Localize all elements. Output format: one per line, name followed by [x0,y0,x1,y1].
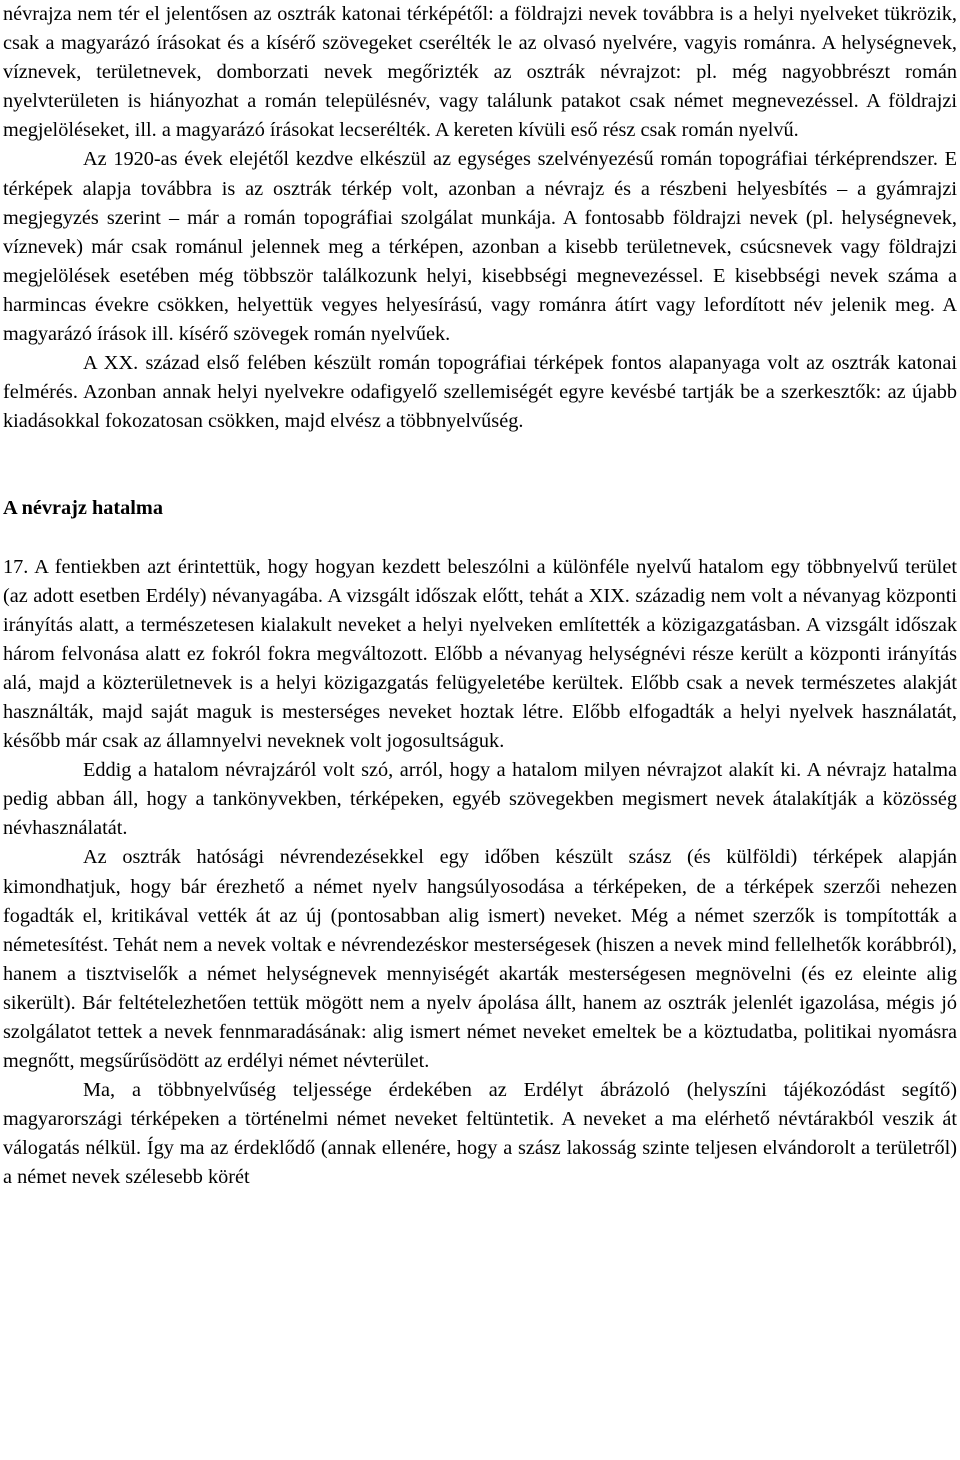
paragraph-17: 17. A fentiekben azt érintettük, hogy hogyan kezdett beleszólni a különféle nyelvű hatalom egy többnyelvű terület (az adott esetben Erdély) névanyagába. A vizsgált időszak előtt, tehát a XIX. századig nem volt a névanyag központi irányítás alatt, a természetesen kialakult neveket a helyi nyelveken említették a közigazgatásban. A vizsgált időszak három felvonása alatt ez fokról fokra megváltozott. Előbb a névanyag helységnévi része került a központi irányítás alá, majd a közterületnevek is a helyi közigazgatás felügyeletébe kerültek. Előbb csak a nevek természetes alakját használták, majd saját maguk is mesterséges neveket hoztak létre. Előbb elfogadták a helyi nyelvek használatát, később már csak az államnyelvi neveknek volt jogosultságuk. [3,555,957,753]
paragraph-austrian-naming: Az osztrák hatósági névrendezésekkel egy időben készült szász (és külföldi) térképek alapján kimondhatjuk, hogy bár érezhető a német nyelv hangsúlyosodása a térképeken, de a térképek szerzői nehezen fogadták el, kritikával vették át az új (pontosabban alig ismert) neveket. Még a német szerzők is tompították a németesítést. Tehát nem a nevek voltak e névrendezéskor mesterségesek (hiszen a nevek mind fellelhetők korábbról), hanem a tisztviselők a német helységnevek mennyiségét akarták mesterségesen megnövelni (és ez eleinte alig sikerült). Bár feltételezhetően tettük mögött nem a nyelv ápolása állt, hanem az osztrák jelenlét igazolása, mégis jó szolgálatot tettek a nevek fennmaradásának: alig ismert német neveket emeltek be a köztudatba, politikai nyomásra megnőtt, megsűrűsödött az erdélyi német névterület. [3,846,957,1073]
paragraph-today-maps: Ma, a többnyelvűség teljessége érdekében az Erdélyt ábrázoló (helyszíni tájékozódást segítő) magyarországi térképeken a történelmi német neveket feltüntetik. A neveket a ma elérhető névtárakból veszik át válogatás nélkül. Így ma az érdeklődő (annak ellenére, hogy a szász lakosság szinte teljesen elvándorolt a területről) a német nevek szélesebb körét [3,1079,957,1189]
document-page [3,0,957,1193]
paragraph-romanian-topographic-system: Az 1920-as évek elejétől kezdve elkészül az egységes szelvényezésű román topográfiai térképrendszer. E térképek alapja továbbra is az osztrák térkép volt, azonban a névrajz és a részbeni helyesbítés – a gyámrajzi megjegyzés szerint – már a román topográfiai szolgálat munkája. A fontosabb földrajzi nevek (pl. helységnevek, víznevek) már csak románul jelennek meg a térképen, azonban a kisebb területnevek, csúcsnevek vagy földrajzi megjelölések esetében még többször találkozunk helyi, kisebbségi megnevezéssel. E kisebbségi nevek száma a harmincas évekre csökken, helyettük vegyes helyesírású, vagy románra átírt vagy lefordított név jelenik meg. A magyarázó írások ill. kísérő szövegek román nyelvűek. [3,148,957,346]
paragraph-austrian-survey: A XX. század első felében készült román topográfiai térképek fontos alapanyaga volt az osztrák katonai felmérés. Azonban annak helyi nyelvekre odafigyelő szellemiségét egyre kevésbé tartják be a szerkesztők: az újabb kiadásokkal fokozatosan csökken, majd elvész a többnyelvűség. [3,352,957,433]
section-heading: A névrajz hatalma [3,497,163,520]
section-spacer [3,436,957,494]
paragraph-power-of-naming: Eddig a hatalom névrajzáról volt szó, arról, hogy a hatalom milyen névrajzot alakít ki. A névrajz hatalma pedig abban áll, hogy a tankönyvekben, térképeken, egyéb szövegekben megismert nevek átalakítják a közösség névhasználatát. [3,759,957,840]
paragraph-map-naming: névrajza nem tér el jelentősen az osztrák katonai térképétől: a földrajzi nevek továbbra is a helyi nyelveket tükrözik, csak a magyarázó írásokat és a kísérő szövegeket cserélték le az olvasó nyelvére, vagyis románra. A helységnevek, víznevek, területnevek, domborzati nevek megőrizték az osztrák névrajzot: pl. még nagyobbrészt román nyelvterületen is hiányozhat a román településnév, vagy találunk patakot csak német megnevezéssel. A földrajzi megjelöléseket, ill. a magyarázó írásokat lecserélték. A kereten kívüli eső rész csak román nyelvű. [3,3,957,142]
heading-spacer [3,524,957,553]
